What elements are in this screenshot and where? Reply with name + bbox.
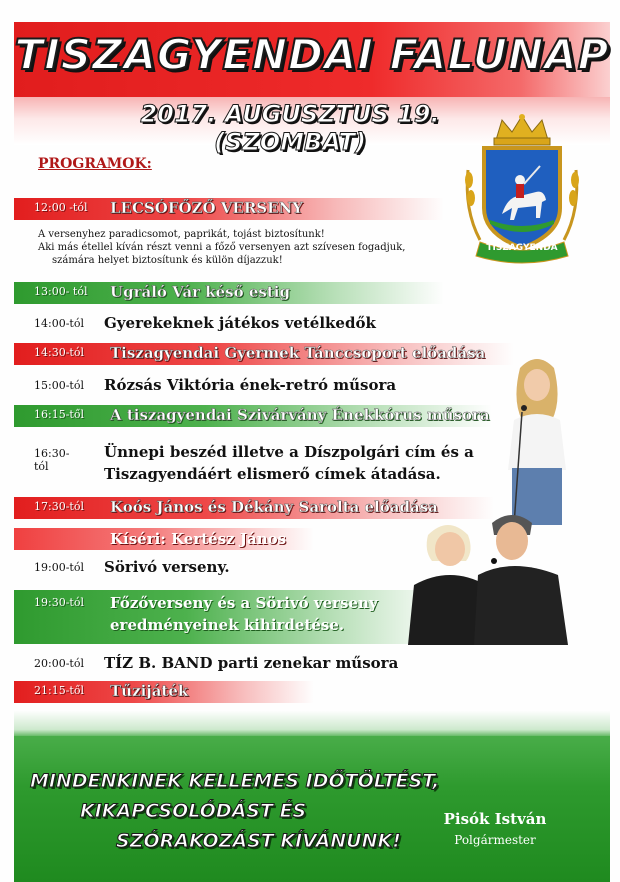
program-time: 21:15-től: [34, 684, 84, 697]
program-row: [14, 198, 444, 220]
event-line: Tiszagyendáért elismerő címek átadása.: [104, 465, 441, 483]
program-event: Tűzijáték: [110, 682, 189, 700]
program-time: 12:00 -tól: [34, 201, 88, 214]
program-subline: [14, 528, 314, 550]
slogan-line: SZÓRAKOZÁST KÍVÁNUNK!: [116, 830, 401, 852]
couple-photo: [408, 505, 576, 645]
program-time: 17:30-tól: [34, 500, 84, 513]
slogan-line: KIKAPCSOLÓDÁST ÉS: [80, 800, 307, 822]
note-line: számára helyet biztosítunk és külön díjazzuk!: [52, 255, 283, 266]
programs-heading: PROGRAMOK:: [38, 156, 152, 172]
program-row: [14, 343, 514, 365]
program-time: 19:30-tól: [34, 596, 84, 609]
program-event: Ugráló Vár késő estig: [110, 283, 290, 301]
program-time: 14:30-tól: [34, 346, 84, 359]
program-time: 20:00-tól: [34, 657, 84, 670]
program-event: A tiszagyendai Szivárvány Énekkórus műsora: [110, 406, 490, 424]
program-event: TÍZ B. BAND parti zenekar műsora: [104, 654, 399, 672]
crest-label: TISZAGYENDA: [486, 243, 558, 253]
program-time: 19:00-tól: [34, 561, 84, 574]
singer-photo: [492, 350, 582, 525]
event-line: eredményeinek kihirdetése.: [110, 616, 345, 634]
program-event: LECSÓFŐZŐ VERSENY: [110, 199, 303, 217]
program-time: 13:00- tól: [34, 285, 88, 298]
signer-name: Pisók István: [443, 810, 547, 828]
signer-role: Polgármester: [454, 833, 536, 847]
event-line: Főzőverseny és a Sörivó verseny: [110, 594, 378, 612]
program-event: Rózsás Viktória ének-retró műsora: [104, 376, 397, 394]
program-time: 16:15-től: [34, 408, 84, 421]
footer-fade: [14, 710, 610, 738]
poster-title: TISZAGYENDAI FALUNAP: [14, 30, 610, 79]
program-event: Tiszagyendai Gyermek Tánccsoport előadása: [110, 344, 486, 362]
program-note: [38, 228, 405, 267]
event-date: 2017. AUGUSZTUS 19. (SZOMBAT): [140, 100, 440, 156]
program-row: [14, 681, 314, 703]
event-line: Ünnepi beszéd illetve a Díszpolgári cím és a: [104, 443, 474, 461]
note-line: Aki más étellel kíván részt venni a főző versenyen azt szívesen fogadjuk,: [38, 242, 406, 253]
program-event: [104, 441, 524, 485]
note-line: A versenyhez paradicsomot, paprikát, tojást biztosítunk!: [38, 229, 325, 240]
program-time: 14:00-tól: [34, 317, 84, 330]
program-event: Gyerekeknek játékos vetélkedők: [104, 314, 376, 332]
program-row: [14, 590, 444, 644]
program-row: [14, 282, 444, 304]
program-event: Sörivó verseny.: [104, 558, 230, 576]
program-event: Koós János és Dékány Sarolta előadása: [110, 498, 438, 516]
slogan-line: MINDENKINEK KELLEMES IDŐTÖLTÉST,: [30, 770, 440, 792]
accompanist: Kíséri: Kertész János: [110, 530, 287, 548]
program-time: 16:30-tól: [34, 447, 70, 473]
program-time: 15:00-tól: [34, 379, 84, 392]
program-row: [14, 405, 492, 427]
